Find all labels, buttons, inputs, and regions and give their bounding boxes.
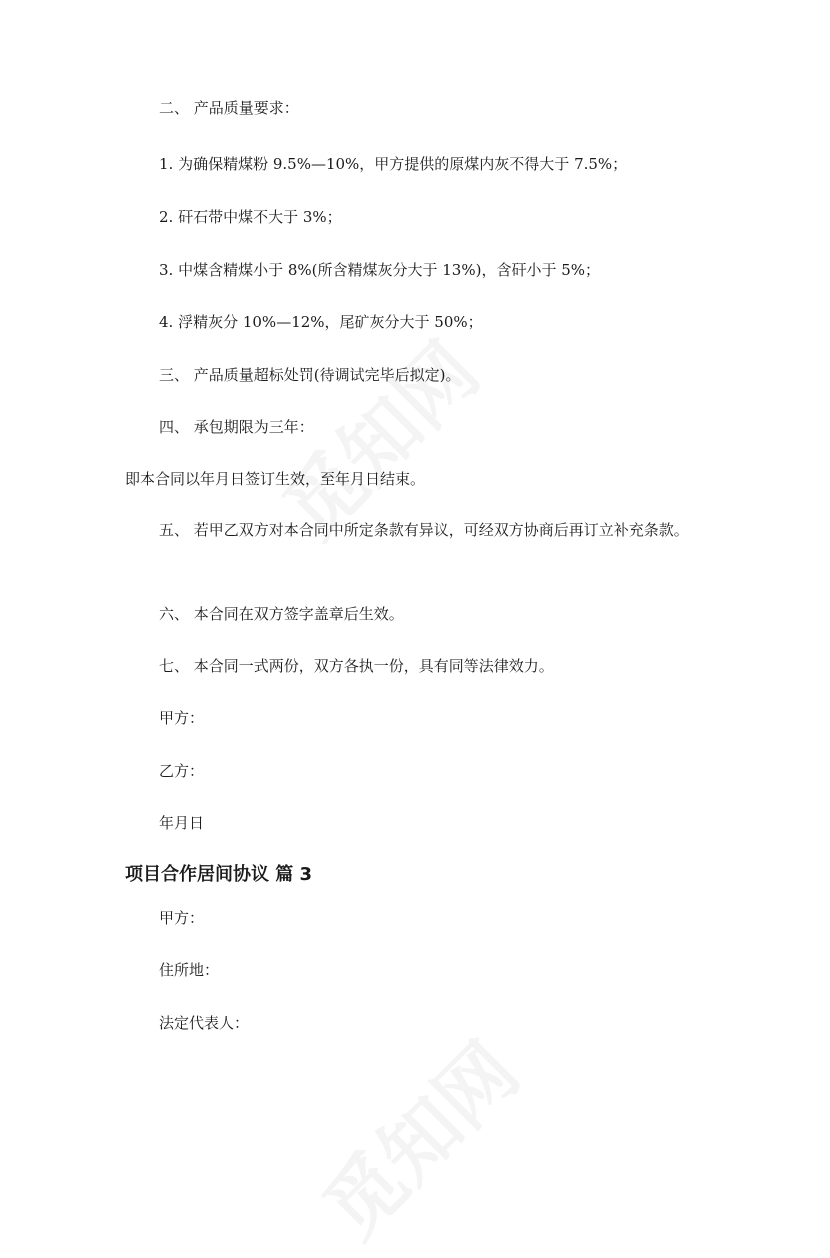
doc-line-penalty: 三、 产品质量超标处罚(待调试完毕后拟定)。 bbox=[159, 366, 461, 384]
doc-line-item-4: 4. 浮精灰分 10%—12%，尾矿灰分大于 50%； bbox=[159, 313, 483, 331]
doc-line-item-3: 3. 中煤含精煤小于 8%(所含精煤灰分大于 13%)，含矸小于 5%； bbox=[159, 261, 601, 279]
doc-line-effective-upon-signing: 六、 本合同在双方签字盖章后生效。 bbox=[159, 605, 404, 623]
watermark-bottom bbox=[295, 1014, 540, 1258]
doc-line-effective-period: 即本合同以年月日签订生效，至年月日结束。 bbox=[125, 470, 426, 488]
doc-line-dispute-clause: 五、 若甲乙双方对本合同中所定条款有异议，可经双方协商后再订立补充条款。 bbox=[159, 521, 689, 539]
doc-line-quality-requirements: 二、 产品质量要求： bbox=[159, 99, 299, 117]
section-line-legal-representative: 法定代表人： bbox=[159, 1014, 250, 1032]
doc-line-item-2: 2. 矸石带中煤不大于 3%； bbox=[159, 208, 342, 226]
doc-line-party-a: 甲方： bbox=[159, 709, 205, 727]
doc-line-term: 四、 承包期限为三年： bbox=[159, 418, 314, 436]
doc-line-item-1: 1. 为确保精煤粉 9.5%—10%，甲方提供的原煤内灰不得大于 7.5%； bbox=[159, 155, 628, 173]
section-line-party-a: 甲方： bbox=[159, 909, 205, 927]
section-title: 项目合作居间协议 篇 3 bbox=[125, 864, 313, 885]
doc-line-date: 年月日 bbox=[159, 814, 205, 832]
doc-line-party-b: 乙方： bbox=[159, 762, 205, 780]
doc-line-copies: 七、 本合同一式两份，双方各执一份，具有同等法律效力。 bbox=[159, 657, 554, 675]
section-line-address: 住所地： bbox=[159, 961, 220, 979]
